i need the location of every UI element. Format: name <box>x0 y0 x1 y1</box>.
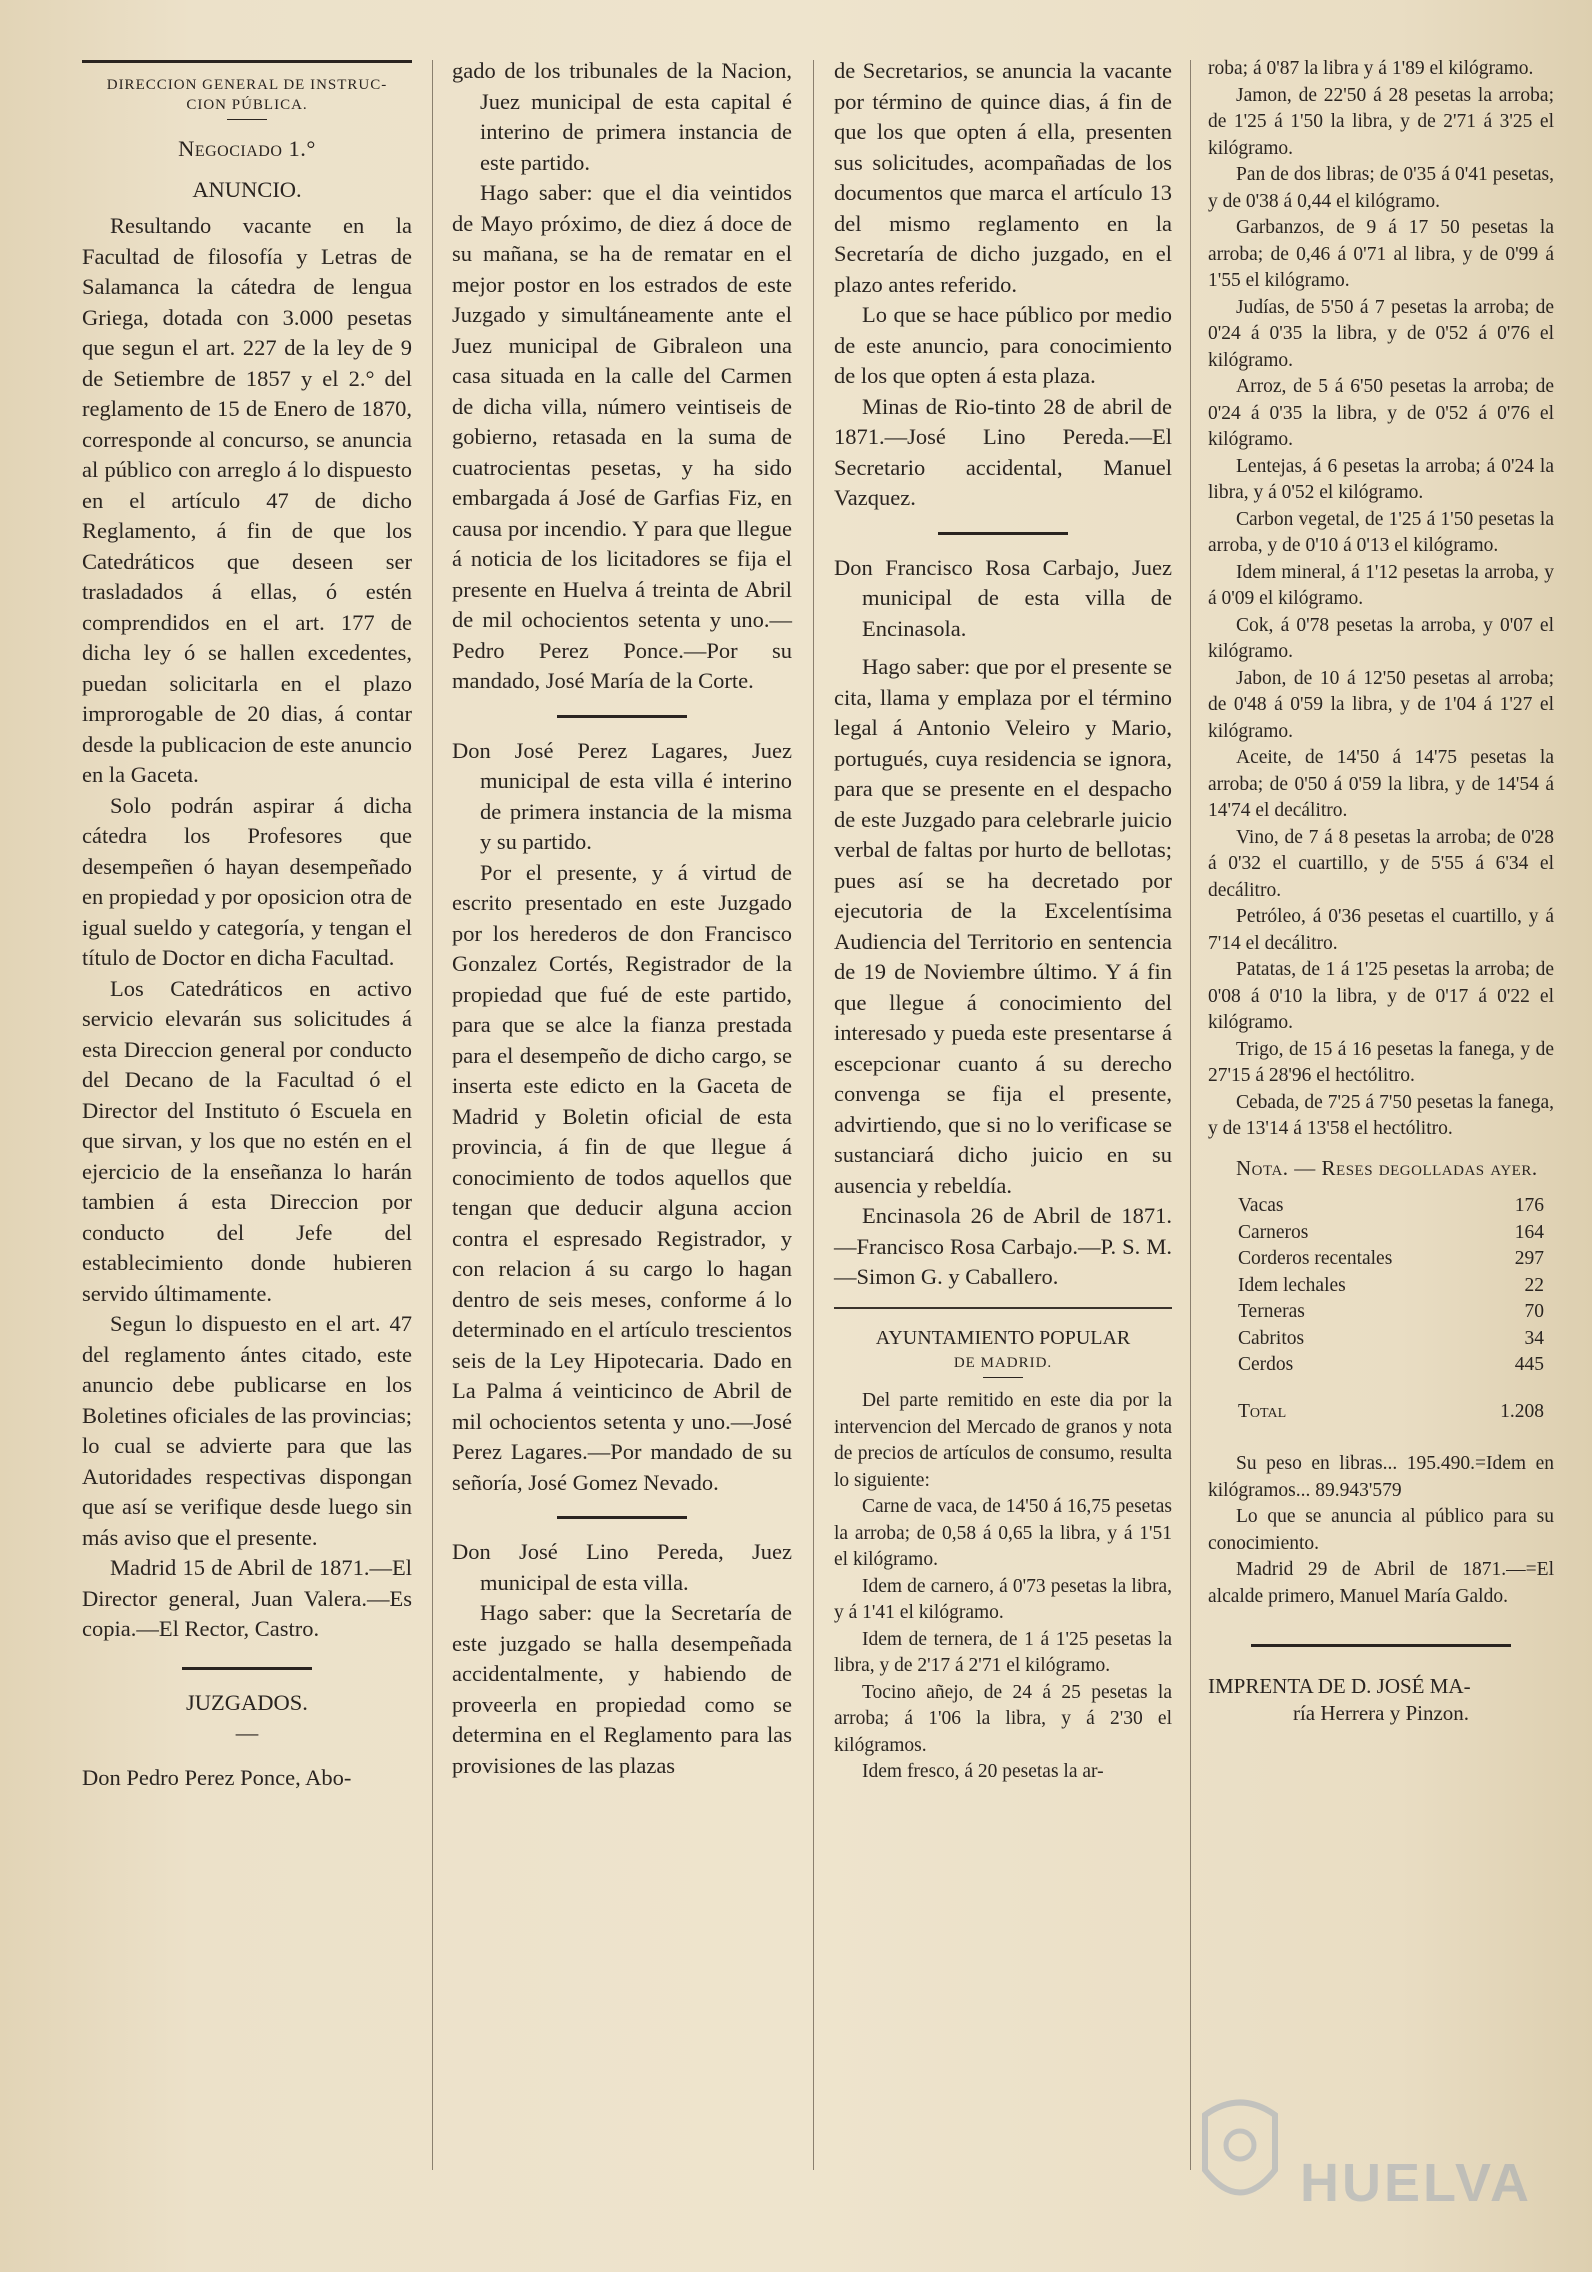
paragraph: Lo que se anuncia al público para su conocimiento. <box>1208 1506 1554 1554</box>
column-divider <box>432 60 433 2170</box>
price-item: Idem de carnero, á 0'73 pesetas la libra, y á 1'41 el kilógramo. <box>834 1575 1172 1623</box>
signature-paragraph: Minas de Rio-tinto 28 de abril de 1871.—José Lino Pereda.—El Secretario accidental, Manuel Vazquez. <box>834 393 1172 510</box>
price-item: Carne de vaca, de 14'50 á 16,75 pesetas la arroba; de 0,58 á 0,65 la libra, y á 1'51 el kilógramo. <box>834 1496 1172 1570</box>
paragraph: Segun lo dispuesto en el art. 47 del reglamento ántes citado, este anuncio debe publicarse en los Boletines oficiales de las provincias; lo cual se advierte para que las Autoridades respectivas dispongan que así se verifique desde luego sin más aviso que el presente. <box>82 1311 412 1550</box>
price-item: Idem de ternera, de 1 á 1'25 pesetas la libra, y de 2'17 á 2'71 el kilógramo. <box>834 1628 1172 1676</box>
signature-paragraph: Madrid 15 de Abril de 1871.—El Director general, Juan Valera.—Es copia.—El Rector, Castro. <box>82 1555 412 1641</box>
price-item: Patatas, de 1 á 1'25 pesetas la arroba; de 0'08 á 0'10 la libra, y de 0'17 á 0'22 el kilógramo. <box>1208 959 1554 1033</box>
paragraph: Del parte remitido en este dia por la intervencion del Mercado de granos y nota de precios de artículos de consumo, resulta lo siguiente: <box>834 1390 1172 1491</box>
negociado-heading: Negociado 1.° <box>178 136 316 161</box>
res-value: 22 <box>1524 1274 1544 1296</box>
res-value: 164 <box>1514 1221 1544 1243</box>
list-item <box>1208 1246 1554 1273</box>
paragraph: Lo que se hace público por medio de este anuncio, para conocimiento de los que opten á esta plaza. <box>834 302 1172 388</box>
divider <box>938 532 1068 535</box>
nota-heading: Nota. — Reses degolladas ayer. <box>1236 1155 1538 1180</box>
price-item: Tocino añejo, de 24 á 25 pesetas la arroba; á 1'06 la libra, y á 2'30 el kilógramos. <box>834 1681 1172 1756</box>
divider <box>557 1516 687 1519</box>
list-item <box>1208 1193 1554 1220</box>
price-item: Arroz, de 5 á 6'50 pesetas la arroba; de 0'24 á 0'35 la libra, y de 0'52 á 0'76 el kilógramo. <box>1208 376 1554 450</box>
list-item <box>1208 1220 1554 1247</box>
price-item: Cebada, de 7'25 á 7'50 pesetas la fanega, y de 13'14 á 13'58 el hectólitro. <box>1208 1091 1554 1139</box>
res-value: 70 <box>1524 1301 1544 1322</box>
column-1 <box>82 56 412 1793</box>
column-2 <box>452 56 792 1781</box>
price-item: Judías, de 5'50 á 7 pesetas la arroba; de 0'24 á 0'35 la libra, y de 0'52 á 0'76 el kilógramo. <box>1208 296 1554 371</box>
price-item: Lentejas, á 6 pesetas la arroba; á 0'24 la libra, y á 0'52 el kilógramo. <box>1208 455 1554 503</box>
list-item <box>1208 1273 1554 1300</box>
section-header-cont: CION PÚBLICA. <box>186 97 308 113</box>
imprenta-line: IMPRENTA DE D. JOSÉ MA- <box>1208 1674 1471 1698</box>
column-3 <box>834 56 1172 1786</box>
archive-stamp <box>1190 2090 1530 2220</box>
price-item: Pan de dos libras; de 0'35 á 0'41 pesetas, y de 0'38 á 0,44 el kilógramo. <box>1208 164 1554 212</box>
price-item: Trigo, de 15 á 16 pesetas la fanega, y de 27'15 á 28'96 el hectólitro. <box>1208 1038 1554 1086</box>
paragraph: Solo podrán aspirar á dicha cátedra los Profesores que desempeñen ó hayan desempeñado en propiedad y por oposicion otra de igual sueldo y categoría, y tengan el título de Doctor en dicha Facultad. <box>82 792 412 970</box>
res-name: Corderos recentales <box>1238 1248 1393 1269</box>
price-item: Jabon, de 10 á 12'50 pesetas al arroba; de 0'48 á 0'59 la libra, y de 1'04 á 1'27 el kilógramo. <box>1208 667 1554 742</box>
ayuntamiento-heading: AYUNTAMIENTO POPULAR <box>875 1326 1131 1349</box>
price-item: Cok, á 0'78 pesetas la arroba, y 0'07 el kilógramo. <box>1208 614 1554 662</box>
total-row <box>1208 1399 1554 1426</box>
res-name: Cerdos <box>1238 1354 1294 1375</box>
res-value: 34 <box>1524 1327 1544 1349</box>
divider <box>1251 1644 1511 1647</box>
price-item: Idem mineral, á 1'12 pesetas la arroba, y á 0'09 el kilógramo. <box>1208 561 1554 609</box>
column-4 <box>1208 56 1554 1726</box>
price-item: Aceite, de 14'50 á 14'75 pesetas la arroba; de 0'50 á 0'59 la libra, y de 14'54 á 14'74 el decálitro. <box>1208 747 1554 821</box>
paragraph: Resultando vacante en la Facultad de filosofía y Letras de Salamanca la cátedra de lengua Griega, dotada con 3.000 pesetas que segun el art. 227 de la ley de 9 de Setiembre de 1857 y el 2.° del reglamento de 15 de Enero de 1870, corresponde al concurso, se anuncia al público con arreglo á lo dispuesto en el artículo 47 de dicho Reglamento, á fin de que los Catedráticos que deseen ser trasladados á ellas, ó estén comprendidos en el art. 177 de dicha ley ó se hallen excedentes, puedan solicitarla en el plazo improrogable de 20 dias, á contar desde la publicacion de este anuncio en la Gaceta. <box>82 213 412 787</box>
price-item: Vino, de 7 á 8 pesetas la arroba; de 0'28 á 0'32 el cuartillo, y de 5'55 á 6'34 el decálitro. <box>1208 826 1554 901</box>
dash: — <box>235 1720 259 1745</box>
price-item: Carbon vegetal, de 1'25 á 1'50 pesetas la arroba, y de 0'10 á 0'13 el kilógramo. <box>1208 508 1554 556</box>
stamp-label: HUELVA <box>1300 2153 1532 2213</box>
list-item <box>1208 1299 1554 1326</box>
divider <box>182 1667 312 1670</box>
paragraph: gado de los tribunales de la Nacion, Juez municipal de esta capital é interino de primera instancia de este partido. <box>452 58 792 175</box>
paragraph: de Secretarios, se anuncia la vacante por término de quince dias, á fin de que los que opten á ella, presenten sus solicitudes, acompañadas de los documentos que marca el artículo 13 del mismo reglamento en la Secretaría de dicho juzgado, en el plazo antes referido. <box>834 58 1172 297</box>
res-name: Carneros <box>1238 1221 1309 1243</box>
res-name: Cabritos <box>1238 1327 1305 1349</box>
signature-paragraph: Madrid 29 de Abril de 1871.—=El alcalde primero, Manuel María Galdo. <box>1208 1559 1554 1607</box>
list-item <box>1208 1352 1554 1379</box>
paragraph: Don José Perez Lagares, Juez municipal de esta villa é interino de primera instancia de la misma y su partido. <box>452 737 792 854</box>
price-item: Jamon, de 22'50 á 28 pesetas la arroba; de 1'25 á 1'50 la libra, y de 2'71 á 3'25 el kilógramo. <box>1208 84 1554 159</box>
section-header: DIRECCION GENERAL DE INSTRUC- <box>106 77 388 93</box>
column-divider <box>1190 60 1191 2170</box>
header-rule <box>82 60 412 63</box>
res-name: Idem lechales <box>1238 1274 1346 1296</box>
paragraph: Por el presente, y á virtud de escrito presentado en este Juzgado por los herederos de don Francisco Gonzalez Cortés, Registrador de la propiedad que fué de este partido, para que se alce la fianza prestada para el desempeño de dicho cargo, se inserta este edicto en la Gaceta de Madrid y Boletin oficial de esta provincia, á fin de que llegue á conocimiento de todos aquellos que tengan que deducir alguna accion contra el espresado Registrador, y con relacion á su cargo lo hagan dentro de seis meses, conforme á lo determinado en el artículo trescientos seis de la Ley Hipotecaria. Dado en La Palma á veinticinco de Abril de mil ochocientos setenta y uno.—José Perez Lagares.—Por mandado de su señoría, José Gomez Nevado. <box>452 859 792 1495</box>
divider <box>227 119 267 120</box>
res-value: 176 <box>1514 1195 1544 1216</box>
signature-paragraph: Encinasola 26 de Abril de 1871.—Francisco Rosa Carbajo.—P. S. M.—Simon G. y Caballero. <box>834 1203 1172 1289</box>
list-item <box>1208 1326 1554 1353</box>
paragraph: Hago saber: que la Secretaría de este juzgado se halla desempeñada accidentalmente, y habiendo de proveerla en propiedad como se determina en el Reglamento para las provisiones de las plazas <box>452 1600 792 1778</box>
divider <box>983 1377 1023 1378</box>
price-item: Idem fresco, á 20 pesetas la ar- <box>862 1761 1104 1782</box>
juzgados-heading: JUZGADOS. <box>186 1689 308 1715</box>
res-value: 297 <box>1514 1248 1544 1269</box>
paragraph: Don José Lino Pereda, Juez municipal de esta villa. <box>452 1539 792 1595</box>
price-item: Garbanzos, de 9 á 17 50 pesetas la arroba; de 0,46 á 0'71 al libra, y de 0'99 á 1'55 el kilógramo. <box>1208 217 1554 291</box>
de-madrid-heading: DE MADRID. <box>953 1355 1053 1371</box>
anuncio-heading: ANUNCIO. <box>192 176 302 202</box>
coat-of-arms-icon <box>1190 2090 1290 2220</box>
paragraph: Hago saber: que el dia veintidos de Mayo próximo, de diez á doce de su mañana, se ha de rematar en el mejor postor en los estrados de este Juzgado y simultáneamente ante el Juez municipal de Gibraleon una casa situada en la calle del Carmen de dicha villa, número veintiseis de gobierno, retasada en la suma de cuatrocientas pesetas, y ha sido embargada á José de Garfias Fiz, en causa por incendio. Y para que llegue á noticia de los licitadores se fija el presente en Huelva á treinta de Abril de mil ochocientos setenta y uno.—Pedro Perez Ponce.—Por su mandado, José María de la Corte. <box>452 180 792 693</box>
price-item: Petróleo, á 0'36 pesetas el cuartillo, y á 7'14 el decálitro. <box>1208 906 1554 954</box>
divider <box>834 1307 1172 1309</box>
res-name: Vacas <box>1238 1195 1284 1216</box>
paragraph: Los Catedráticos en activo servicio elevarán sus solicitudes á esta Direccion general por conducto del Decano de la Facultad ó el Director del Instituto ó Escuela en que sirvan, y los que no estén en el ejercicio de la enseñanza lo harán tambien á esta Direccion por conducto del Jefe del establecimiento donde hubieren servido últimamente. <box>82 975 412 1306</box>
total-label: Total <box>1238 1400 1287 1422</box>
paragraph: Su peso en libras... 195.490.=Idem en kilógramos... 89.943'579 <box>1208 1453 1554 1501</box>
reses-list <box>1208 1193 1554 1379</box>
res-name: Terneras <box>1238 1301 1305 1322</box>
paragraph: Hago saber: que por el presente se cita, llama y emplaza por el término legal á Antonio Veleiro y Mario, portugués, cuya residencia se ignora, para que se presente en el despacho de este Juzgado para celebrarle juicio verbal de faltas por hurto de bellotas; pues así se ha decretado por ejecutoria de la Excelentísima Audiencia del Territorio en sentencia de 19 de Noviembre último. Y á fin que llegue á conocimiento del interesado y pueda este presentarse á escepcionar cuanto á su derecho convenga se fija el presente, advirtiendo, que si no lo verificase se sustanciará dicho juicio en su ausencia y rebeldía. <box>834 654 1172 1198</box>
res-value: 445 <box>1514 1354 1544 1375</box>
column-divider <box>813 60 814 2170</box>
paragraph: Don Pedro Perez Ponce, Abo- <box>82 1764 352 1790</box>
paragraph: Don Francisco Rosa Carbajo, Juez municipal de esta villa de Encinasola. <box>834 554 1172 641</box>
divider <box>557 715 687 718</box>
total-value: 1.208 <box>1500 1400 1544 1422</box>
price-item: roba; á 0'87 la libra y á 1'89 el kilógramo. <box>1208 58 1534 79</box>
imprenta-line: ría Herrera y Pinzon. <box>1292 1700 1470 1725</box>
